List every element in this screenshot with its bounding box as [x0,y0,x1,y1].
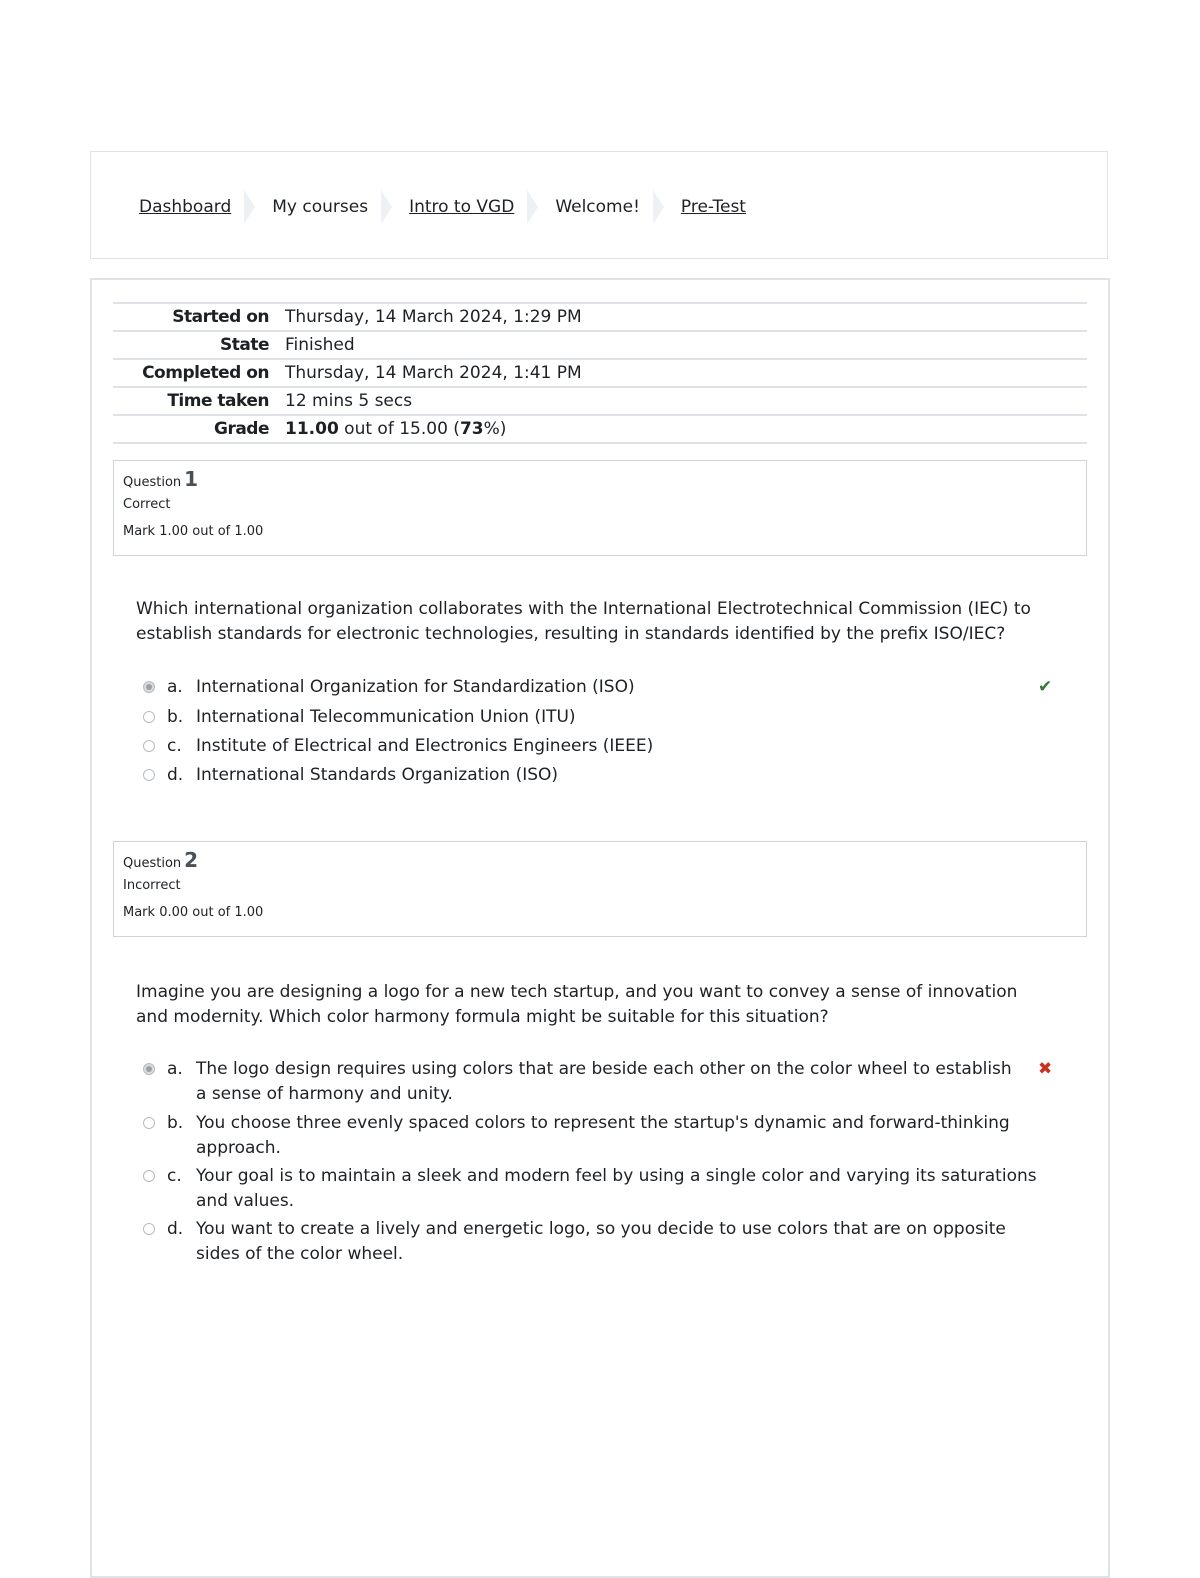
answer-text: The logo design requires using colors that are beside each other on the color wheel to establish a sense of harmony and unity. [196,1059,1012,1104]
breadcrumb-separator [381,190,392,224]
question-number: 1 [184,467,199,491]
attempt-summary-table [113,302,1087,444]
answer-option[interactable] [143,1164,1063,1217]
grade-suffix: %) [483,419,507,439]
answer-text: International Organization for Standardization (ISO) [196,677,635,697]
answer-option[interactable] [143,1111,1063,1164]
answer-option[interactable] [143,705,1063,734]
question-grade: Mark 1.00 out of 1.00 [123,524,264,539]
grade-score: 11.00 [285,419,339,439]
summary-row-grade [113,415,1087,443]
summary-row-time [113,387,1087,415]
answer-radio[interactable] [143,1117,155,1129]
breadcrumb-my-courses: My courses [272,197,369,217]
breadcrumb-dashboard[interactable]: Dashboard [139,197,232,217]
summary-label: Started on [113,303,285,331]
answer-text: International Telecommunication Union (ITU) [196,707,576,727]
answer-option[interactable] [143,675,1063,705]
summary-label: State [113,331,285,359]
breadcrumb-section: Welcome! [555,197,640,217]
answer-radio[interactable] [143,1223,155,1235]
answer-list [143,675,1063,792]
question-state: Correct [123,497,171,512]
question-text: Imagine you are designing a logo for a new tech startup, and you want to convey a sense of innovation and modernity. Which color harmony formula might be suitable for this situation? [136,982,1018,1027]
breadcrumb-separator [244,190,255,224]
answer-text: Your goal is to maintain a sleek and modern feel by using a single color and varying its saturations and values. [196,1166,1037,1211]
breadcrumb-quiz[interactable]: Pre-Test [680,197,746,217]
answer-list [143,1057,1063,1270]
answer-letter: d. [167,765,184,785]
answer-letter: b. [167,1113,184,1133]
summary-label: Grade [113,415,285,443]
summary-row-state [113,331,1087,359]
question-number-row [123,848,1086,872]
breadcrumb-container [90,151,1108,259]
answer-option[interactable] [143,1057,1063,1111]
summary-row-completed [113,359,1087,387]
answer-letter: d. [167,1219,184,1239]
breadcrumb-separator [653,190,664,224]
answer-radio[interactable] [143,769,155,781]
summary-label: Completed on [113,359,285,387]
answer-radio[interactable] [143,681,155,693]
answer-option[interactable] [143,1217,1063,1270]
question-text: Which international organization collaborates with the International Electrotechnical Commission (IEC) to establish standards for electronic technologies, resulting in standards identified by the prefix ISO/IEC? [136,599,1031,644]
grade-outof: out of 15.00 ( [338,419,460,439]
question-label: Question [123,475,182,490]
answer-option[interactable] [143,734,1063,763]
answer-radio[interactable] [143,740,155,752]
summary-value: Thursday, 14 March 2024, 1:41 PM [285,359,1087,387]
question-grade: Mark 0.00 out of 1.00 [123,905,264,920]
question-info [113,460,1087,556]
correct-check-icon: ✔ [1038,677,1053,697]
answer-text: You want to create a lively and energetic logo, so you decide to use colors that are on opposite sides of the color wheel. [196,1219,1006,1264]
answer-letter: a. [167,677,183,697]
grade-percent: 73 [459,419,484,439]
summary-grade-value [285,415,1087,443]
question-info [113,841,1087,937]
summary-row-started [113,303,1087,331]
question-label: Question [123,856,182,871]
answer-option[interactable] [143,763,1063,792]
incorrect-cross-icon: ✖ [1038,1059,1053,1079]
answer-letter: c. [167,736,182,756]
breadcrumb [139,190,746,224]
summary-value: 12 mins 5 secs [285,387,1087,415]
answer-text: Institute of Electrical and Electronics Engineers (IEEE) [196,736,654,756]
answer-radio[interactable] [143,1170,155,1182]
question-state: Incorrect [123,878,181,893]
answer-text: You choose three evenly spaced colors to represent the startup's dynamic and forward-thinking approach. [196,1113,1010,1158]
summary-value: Thursday, 14 March 2024, 1:29 PM [285,303,1087,331]
answer-letter: a. [167,1059,183,1079]
answer-radio[interactable] [143,1063,155,1075]
summary-label: Time taken [113,387,285,415]
answer-text: International Standards Organization (ISO) [196,765,559,785]
breadcrumb-course[interactable]: Intro to VGD [409,197,515,217]
answer-letter: c. [167,1166,182,1186]
question-number: 2 [184,848,199,872]
answer-radio[interactable] [143,711,155,723]
breadcrumb-separator [527,190,538,224]
summary-value: Finished [285,331,1087,359]
question-number-row [123,467,1086,491]
answer-letter: b. [167,707,184,727]
